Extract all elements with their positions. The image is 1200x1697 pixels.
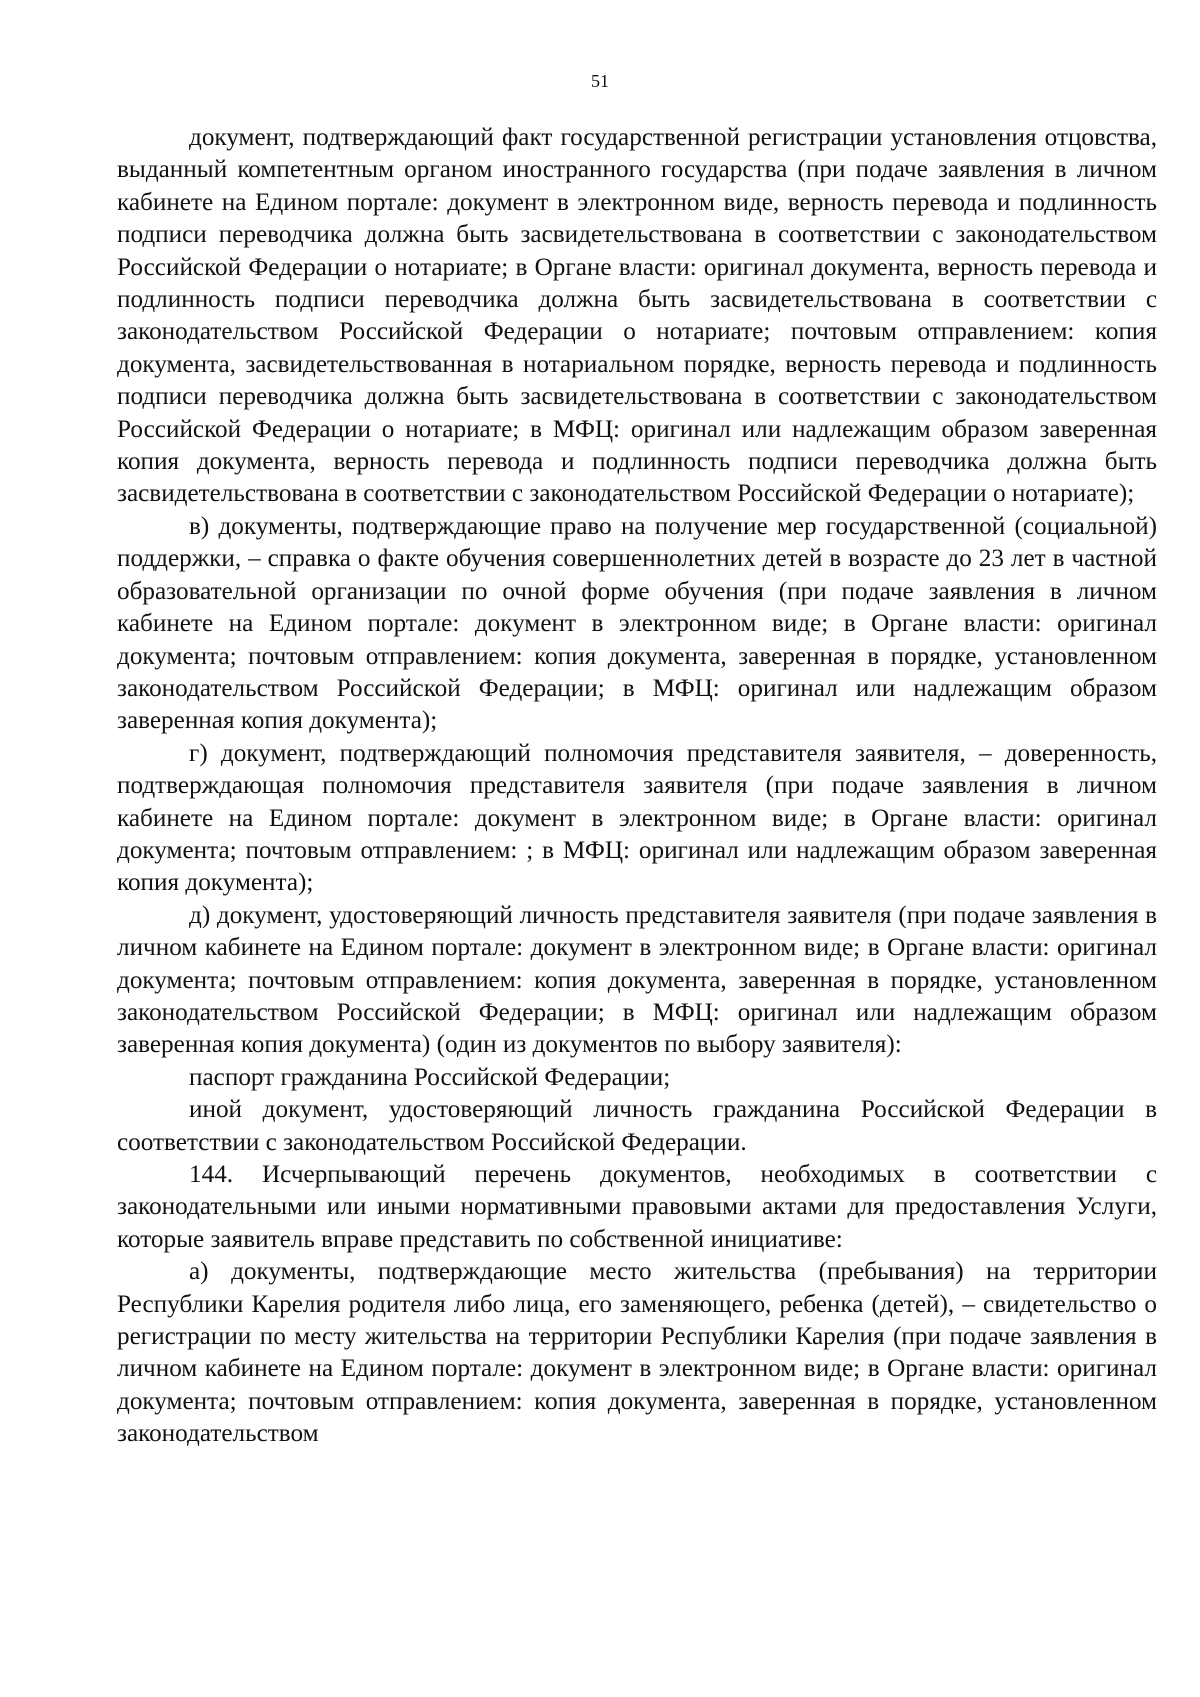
page-number: 51: [591, 71, 609, 91]
paragraph-paternity-document: документ, подтверждающий факт государственной регистрации установления отцовства, выданный компетентным органом иностранного государства (при подаче заявления в личном кабинете на Едином портале: документ в электронном виде, верность перевода и подлинность подписи переводчика должна быть засвидетельствована в соответствии с законодательством Российской Федерации о нотариате; в Органе власти: оригинал документа, верность перевода и подлинность подписи переводчика должна быть засвидетельствована в соответствии с законодательством Российской Федерации о нотариате; почтовым отправлением: копия документа, засвидетельствованная в нотариальном порядке, верность перевода и подлинность подписи переводчика должна быть засвидетельствована в соответствии с законодательством Российской Федерации о нотариате; в МФЦ: оригинал или надлежащим образом заверенная копия документа, верность перевода и подлинность подписи переводчика должна быть засвидетельствована в соответствии с законодательством Российской Федерации о нотариате);: [117, 124, 1157, 508]
paragraph-passport: паспорт гражданина Российской Федерации;: [189, 1063, 671, 1091]
document-body: [117, 122, 1157, 1451]
paragraph-item-v-support-documents: в) документы, подтверждающие право на получение мер государственной (социальной) поддержки, – справка о факте обучения совершеннолетних детей в возрасте до 23 лет в частной образовательной организации по очной форме обучения (при подаче заявления в личном кабинете на Едином портале: документ в электронном виде; в Органе власти: оригинал документа; почтовым отправлением: копия документа, заверенная в порядке, установленном законодательством Российской Федерации; в МФЦ: оригинал или надлежащим образом заверенная копия документа);: [117, 512, 1157, 735]
paragraph-other-identity-document: иной документ, удостоверяющий личность гражданина Российской Федерации в соответствии с законодательством Российской Федерации.: [117, 1096, 1157, 1156]
paragraph-item-g-power-of-attorney: г) документ, подтверждающий полномочия представителя заявителя, – доверенность, подтверждающая полномочия представителя заявителя (при подаче заявления в личном кабинете на Едином портале: документ в электронном виде; в Органе власти: оригинал документа; почтовым отправлением: ; в МФЦ: оригинал или надлежащим образом заверенная копия документа);: [117, 739, 1157, 897]
paragraph-item-d-representative-identity: д) документ, удостоверяющий личность представителя заявителя (при подаче заявления в личном кабинете на Едином портале: документ в электронном виде; в Органе власти: оригинал документа; почтовым отправлением: копия документа, заверенная в порядке, установленном законодательством Российской Федерации; в МФЦ: оригинал или надлежащим образом заверенная копия документа) (один из документов по выбору заявителя):: [117, 901, 1157, 1059]
paragraph-clause-144: 144. Исчерпывающий перечень документов, необходимых в соответствии с законодательными или иными нормативными правовыми актами для предоставления Услуги, которые заявитель вправе представить по собственной инициативе:: [117, 1161, 1157, 1253]
paragraph-item-a-residence-documents: а) документы, подтверждающие место жительства (пребывания) на территории Республики Карелия родителя либо лица, его заменяющего, ребенка (детей), – свидетельство о регистрации по месту жительства на территории Республики Карелия (при подаче заявления в личном кабинете на Едином портале: документ в электронном виде; в Органе власти: оригинал документа; почтовым отправлением: копия документа, заверенная в порядке, установленном законодательством: [117, 1258, 1157, 1448]
